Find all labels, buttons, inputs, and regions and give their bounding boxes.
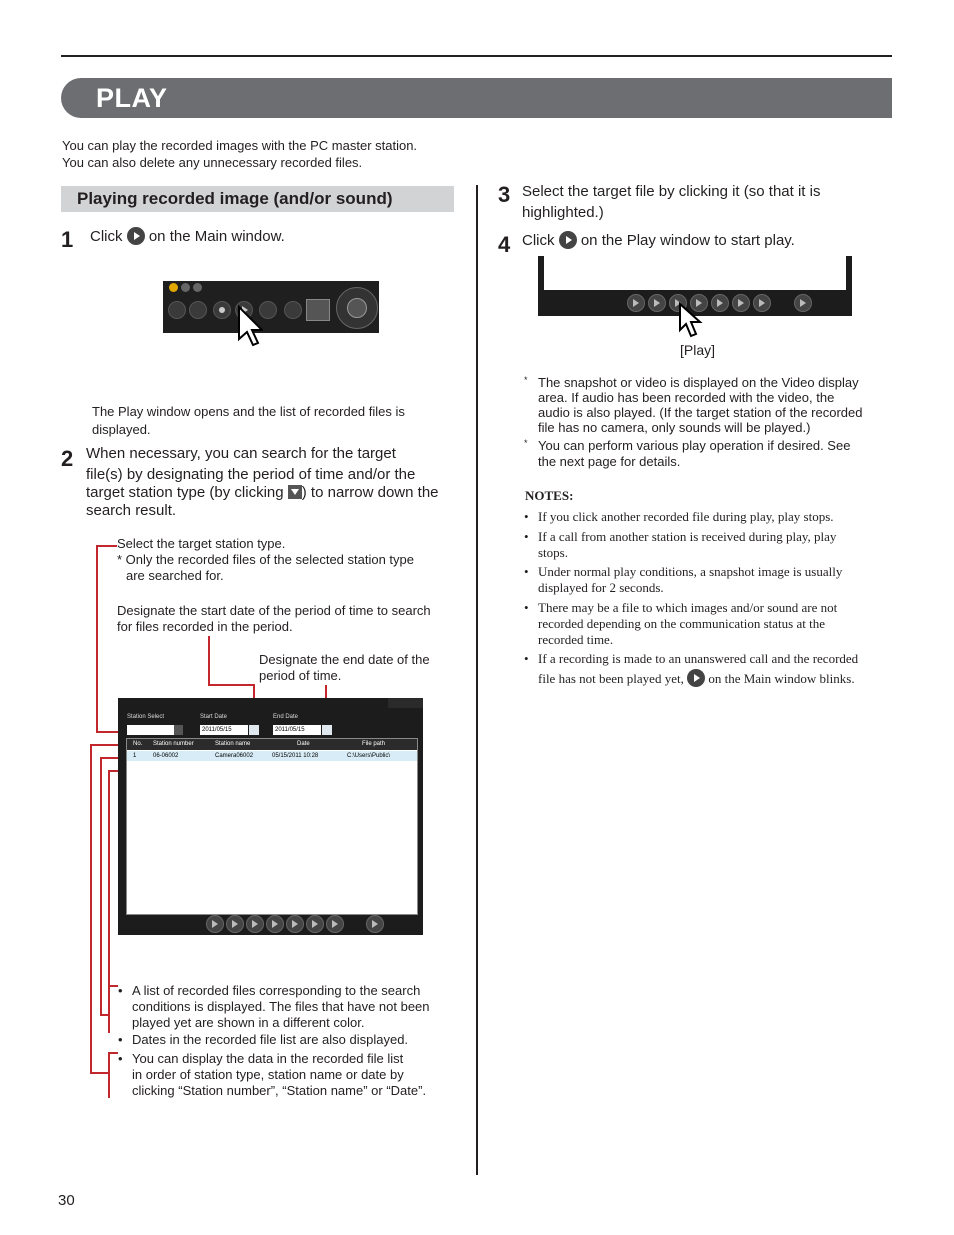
zoom-pad-icon [336, 287, 378, 329]
step-3-text: Select the target file by clicking it (so that it is highlighted.) [522, 183, 821, 221]
play-icon [127, 227, 145, 245]
title-banner [61, 78, 892, 118]
status-icon [169, 283, 178, 292]
asterisk-marker: * [524, 375, 528, 385]
calendar-icon [249, 725, 259, 735]
leader-line [208, 636, 210, 685]
step-forward-icon [286, 915, 304, 933]
step-forward-icon [711, 294, 729, 312]
record-icon [213, 301, 231, 319]
asterisk-note-1: The snapshot or video is displayed on the Video display area. If audio has been recorded with the video, the audio is also played. (If the target station of the recorded file has no camera, only sounds will be played.) [538, 375, 863, 435]
step-2-text: When necessary, you can search for the target file(s) by designating the period of time and/or the target station type (by clicking ) to narrow down the search result. [86, 445, 439, 519]
callout-station-select: Select the target station type. * Only the recorded files of the selected station type are searched for. [117, 536, 415, 583]
leader-line [108, 1052, 118, 1054]
leader-line [90, 744, 118, 746]
mouse-cursor-icon [678, 302, 704, 338]
status-icon [181, 283, 190, 292]
column-divider [476, 185, 478, 1175]
list-header [127, 739, 417, 750]
table-row: 1 06-06002 Camera06002 05/15/2011 10:28 C:\Users\Public\ [127, 751, 417, 761]
step-2-number: 2 [61, 446, 74, 471]
leader-line [90, 1072, 108, 1074]
leader-line [100, 1014, 108, 1016]
end-date-label: End Date [273, 714, 299, 720]
intro-text: You can play the recorded images with the PC master station. You can also delete any unnecessary recorded files. [62, 138, 418, 170]
fast-forward-icon [306, 915, 324, 933]
main-window-controls-image [163, 281, 379, 333]
note-3: Under normal play conditions, a snapshot image is usually displayed for 2 seconds. [538, 564, 843, 595]
step-1-number: 1 [61, 227, 74, 252]
leader-line [208, 684, 254, 686]
start-date-label: Start Date [200, 714, 228, 720]
fast-forward-icon [732, 294, 750, 312]
leader-line [96, 545, 117, 547]
stop-icon [648, 294, 666, 312]
mouse-cursor-icon [237, 305, 263, 347]
column-header: Date [297, 741, 310, 747]
status-icon [193, 283, 202, 292]
cancel-icon [168, 301, 186, 319]
skip-back-icon [627, 294, 645, 312]
step-1-result: The Play window opens and the list of recorded files is displayed. [92, 404, 405, 437]
recorded-file-list [126, 738, 418, 915]
note-4: There may be a file to which images and/or sound are not recorded depending on the communication status at the recorded time. [538, 600, 838, 647]
top-rule [61, 55, 892, 57]
note-1: If you click another recorded file during play, play stops. [538, 509, 834, 524]
bullet-marker: • [118, 1051, 123, 1066]
callout-end-date: Designate the end date of the period of time. [259, 652, 430, 683]
skip-forward-icon [753, 294, 771, 312]
leader-line [108, 1052, 110, 1098]
station-select-dropdown [127, 725, 183, 735]
bullet-marker: • [118, 983, 123, 998]
asterisk-note-2: You can perform various play operation if desired. See the next page for details. [538, 438, 851, 469]
page-number: 30 [58, 1192, 75, 1209]
handset-icon [189, 301, 207, 319]
start-date-field: 2011/05/15 [200, 725, 248, 735]
note-2: If a call from another station is received during play, play stops. [538, 529, 837, 560]
skip-forward-icon [326, 915, 344, 933]
note-5: If a recording is made to an unanswered call and the recorded file has not been played yet, on the Main window blinks. [538, 651, 859, 686]
end-date-field: 2011/05/15 [273, 725, 321, 735]
page-title: PLAY [96, 83, 168, 113]
play-icon [687, 669, 705, 687]
play-icon [559, 231, 577, 249]
leader-line [90, 744, 92, 1074]
snapshot-icon [306, 299, 330, 321]
skip-back-icon [206, 915, 224, 933]
leader-line [108, 770, 110, 1014]
asterisk-marker: * [524, 438, 528, 448]
step-4-text: Click on the Play window to start play. [522, 232, 795, 249]
play-window-image [118, 698, 423, 935]
callout-start-date: Designate the start date of the period of time to search for files recorded in the period. [117, 603, 431, 634]
leader-line [100, 757, 102, 1016]
step-1-text: Click on the Main window. [90, 228, 285, 245]
bullet-marker: • [118, 1032, 123, 1047]
play-caption: [Play] [680, 342, 716, 358]
pause-icon [266, 915, 284, 933]
volume-icon [284, 301, 302, 319]
delete-icon [794, 294, 812, 312]
step-4-number: 4 [498, 232, 511, 257]
delete-icon [366, 915, 384, 933]
column-header: Station name [215, 741, 251, 747]
dropdown-arrow-icon [288, 485, 302, 499]
column-header: File path [362, 741, 386, 747]
step-3-number: 3 [498, 182, 511, 207]
bullet-file-list: A list of recorded files corresponding to the search conditions is displayed. The files that have not been played yet are shown in a different color. [132, 983, 430, 1030]
station-select-label: Station Select [127, 714, 165, 720]
column-header: No. [133, 741, 143, 747]
bullet-dates: Dates in the recorded file list are also displayed. [132, 1032, 409, 1047]
column-header: Station number [153, 741, 194, 747]
leader-line [96, 545, 98, 733]
calendar-icon [322, 725, 332, 735]
notes-heading: NOTES: [525, 488, 574, 503]
bullet-sorting: You can display the data in the recorded file list in order of station type, station name or date by clicking “Station number”, “Station name” or “Date”. [132, 1051, 427, 1098]
window-titlebar-buttons [388, 698, 423, 708]
leader-line [100, 757, 118, 759]
stop-icon [226, 915, 244, 933]
play-icon [246, 915, 264, 933]
section-heading: Playing recorded image (and/or sound) [77, 189, 393, 208]
